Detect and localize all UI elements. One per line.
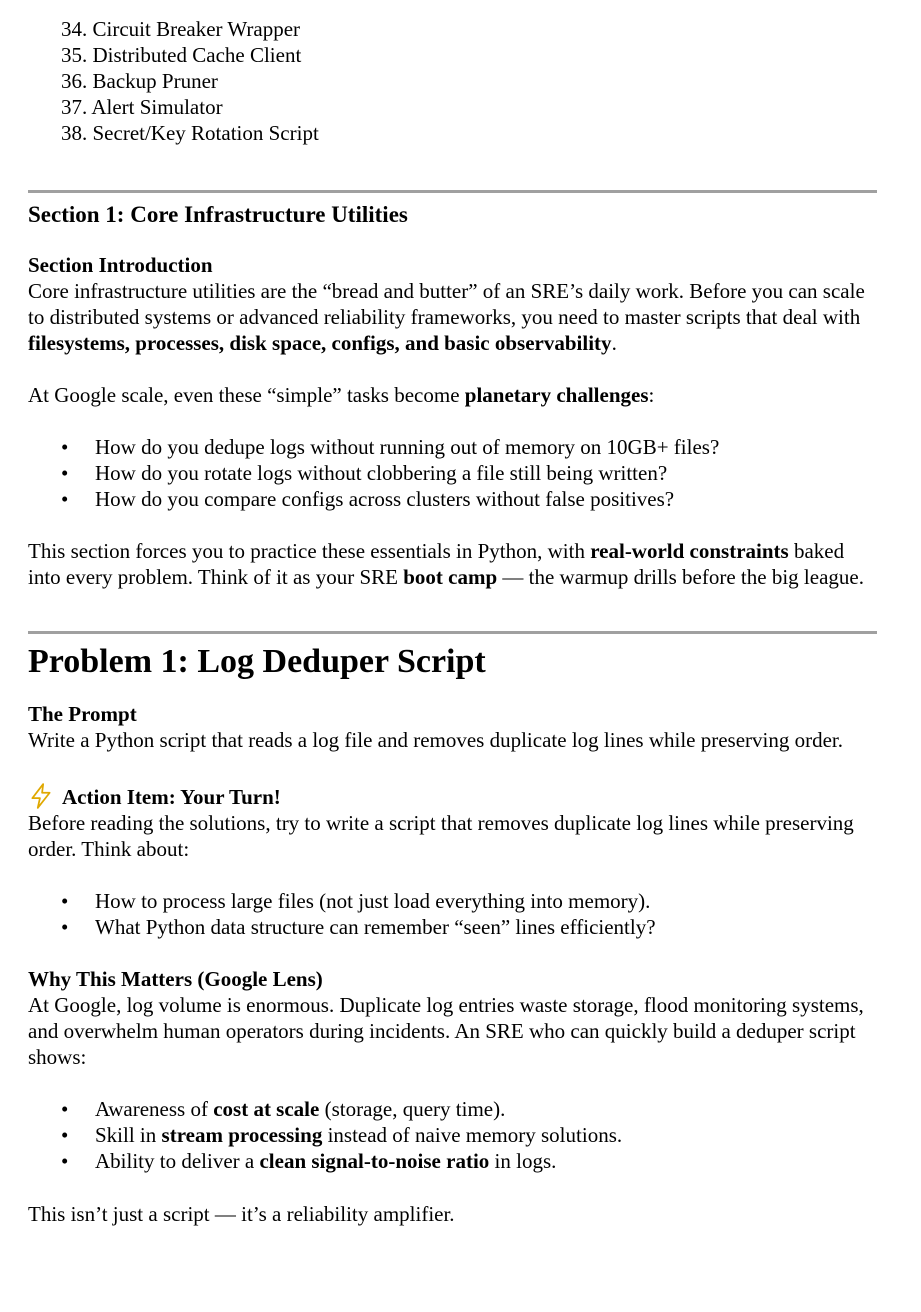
list-item — [28, 888, 877, 914]
question-text: How do you dedupe logs without running out of memory on 10GB+ files? — [95, 435, 720, 459]
why-bullet-post: instead of naive memory solutions. — [322, 1123, 623, 1147]
question-text: How do you rotate logs without clobbering a file still being written? — [95, 461, 668, 485]
toc-list — [28, 16, 877, 146]
intro-text: Core infrastructure utilities are the “bread and butter” of an SRE’s daily work. Before you can scale to distributed systems or advanced reliability frameworks, you need to master scripts that deal with — [28, 279, 865, 329]
why-bullet-post: in logs. — [489, 1149, 557, 1173]
action-text: Before reading the solutions, try to write a script that removes duplicate log lines while preserving order. Think about: — [28, 811, 854, 861]
problem-title: Problem 1: Log Deduper Script — [28, 643, 486, 680]
section-intro-paragraph — [28, 278, 877, 356]
toc-item: 38. Secret/Key Rotation Script — [61, 121, 319, 145]
outro-paragraph — [28, 538, 877, 590]
why-list — [28, 1096, 877, 1174]
list-item — [28, 1148, 877, 1174]
why-bullet-pre: Awareness of — [95, 1097, 214, 1121]
bullet-icon: • — [61, 461, 69, 485]
action-bullet-text: What Python data structure can remember “seen” lines efficiently? — [95, 915, 656, 939]
intro-text-end: . — [611, 331, 617, 355]
bullet-icon: • — [61, 1123, 69, 1147]
question-list — [28, 434, 877, 512]
action-heading — [28, 783, 877, 810]
action-bullet-text: How to process large files (not just load everything into memory). — [95, 889, 651, 913]
list-item — [28, 1122, 877, 1148]
why-heading: Why This Matters (Google Lens) — [28, 967, 323, 991]
question-text: How do you compare configs across clusters without false positives? — [95, 487, 675, 511]
scale-text-end: : — [648, 383, 655, 407]
intro-emphasis: filesystems, processes, disk space, configs, and basic observability — [28, 331, 612, 355]
scale-text: At Google scale, even these “simple” tasks become — [28, 383, 465, 407]
list-item — [28, 1096, 877, 1122]
toc-item: 34. Circuit Breaker Wrapper — [61, 17, 301, 41]
lightning-bolt-icon — [28, 783, 54, 809]
list-item — [28, 486, 877, 512]
prompt-heading: The Prompt — [28, 702, 137, 726]
toc-item: 35. Distributed Cache Client — [61, 43, 302, 67]
bullet-icon: • — [61, 1097, 69, 1121]
outro-text: baked into every problem. Think of it as your SRE — [28, 539, 845, 589]
bullet-icon: • — [61, 1149, 69, 1173]
outro-text: This section forces you to practice these essentials in Python, with — [28, 539, 591, 563]
why-bullet-post: (storage, query time). — [319, 1097, 506, 1121]
why-bullet-bold: cost at scale — [213, 1097, 320, 1121]
why-bullet-pre: Ability to deliver a — [95, 1149, 260, 1173]
list-item — [28, 460, 877, 486]
scale-emphasis: planetary challenges — [464, 383, 649, 407]
closing-text: This isn’t just a script — it’s a reliability amplifier. — [28, 1202, 455, 1226]
prompt-text: Write a Python script that reads a log file and removes duplicate log lines while preserving order. — [28, 728, 844, 752]
why-bullet-bold: clean signal-to-noise ratio — [259, 1149, 490, 1173]
bullet-icon: • — [61, 889, 69, 913]
toc-item: 37. Alert Simulator — [61, 95, 223, 119]
toc-item: 36. Backup Pruner — [61, 69, 218, 93]
why-text: At Google, log volume is enormous. Duplicate log entries waste storage, flood monitoring systems, and overwhelm human operators during incidents. An SRE who can quickly build a deduper script shows: — [28, 993, 864, 1069]
section-intro-heading: Section Introduction — [28, 253, 213, 277]
bullet-icon: • — [61, 487, 69, 511]
why-bullet-bold: stream processing — [161, 1123, 323, 1147]
bullet-icon: • — [61, 435, 69, 459]
why-bullet-pre: Skill in — [95, 1123, 162, 1147]
action-heading-text: Action Item: Your Turn! — [62, 785, 281, 809]
outro-emphasis: real-world constraints — [590, 539, 789, 563]
list-item — [28, 914, 877, 940]
list-item — [28, 434, 877, 460]
bullet-icon: • — [61, 915, 69, 939]
scale-paragraph — [28, 382, 877, 408]
outro-emphasis: boot camp — [403, 565, 498, 589]
section-title: Section 1: Core Infrastructure Utilities — [28, 202, 408, 227]
outro-text: — the warmup drills before the big league. — [497, 565, 864, 589]
action-list — [28, 888, 877, 940]
